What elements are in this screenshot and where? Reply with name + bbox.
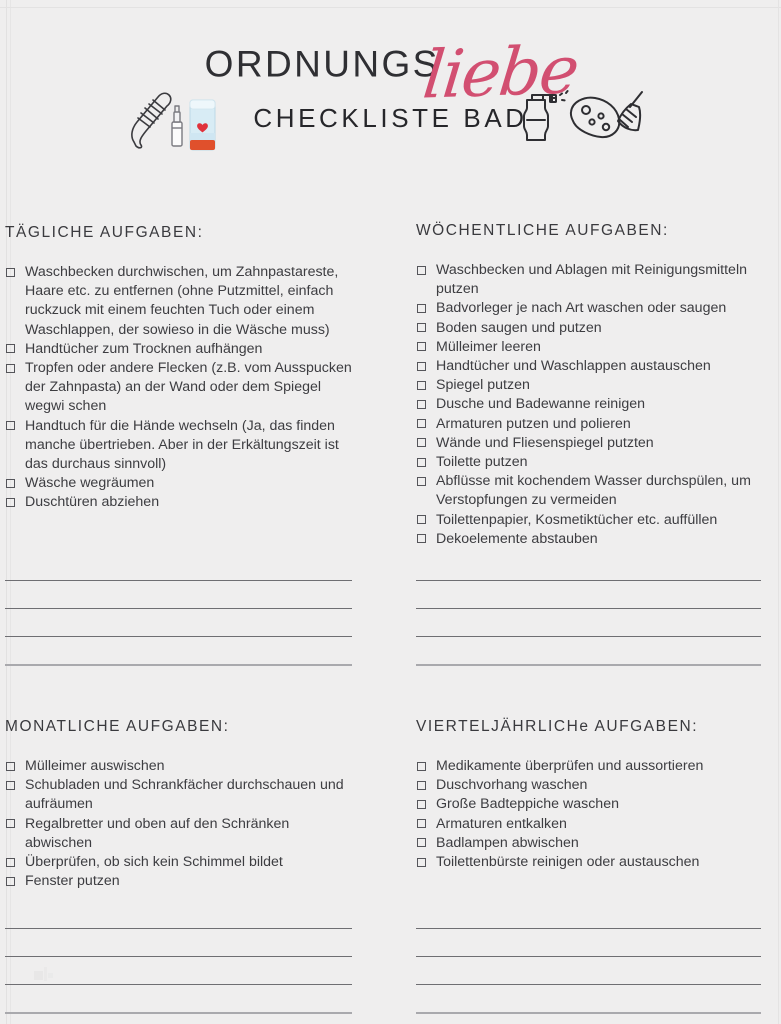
checkbox-icon[interactable] <box>417 438 426 447</box>
section-title-quarterly <box>416 718 761 736</box>
blank-lines-weekly <box>416 580 761 693</box>
task-item[interactable] <box>416 357 761 376</box>
task-label: Überprüfen, ob sich kein Schimmel bildet <box>25 854 283 871</box>
checkbox-icon[interactable] <box>417 781 426 790</box>
task-item[interactable] <box>416 338 761 357</box>
section-title-weekly: WÖCHENTLICHE AUFGABEN: <box>416 222 669 239</box>
checkbox-icon[interactable] <box>417 323 426 332</box>
task-label: Armaturen entkalken <box>436 815 567 832</box>
cleaning-icons-right-group <box>518 86 646 152</box>
task-label: Duschtüren abziehen <box>25 494 160 511</box>
task-label: Handtücher zum Trocknen aufhängen <box>25 340 263 357</box>
blank-line[interactable] <box>5 664 352 666</box>
blank-line[interactable] <box>5 956 352 957</box>
checkbox-icon[interactable] <box>417 819 426 828</box>
checkbox-icon[interactable] <box>6 479 15 488</box>
task-item[interactable] <box>5 474 357 493</box>
checkbox-icon[interactable] <box>6 819 15 828</box>
task-item[interactable] <box>416 434 761 453</box>
checkbox-icon[interactable] <box>417 477 426 486</box>
checkbox-icon[interactable] <box>417 515 426 524</box>
checkbox-icon[interactable] <box>6 498 15 507</box>
blank-line[interactable] <box>5 928 352 929</box>
task-label: Medikamente überprüfen und aussortieren <box>436 758 704 774</box>
blank-line[interactable] <box>416 636 761 637</box>
lotion-tube-icon <box>190 100 215 150</box>
task-label: Duschvorhang waschen <box>436 777 588 794</box>
task-label: Toilette putzen <box>436 454 528 471</box>
task-label: Handtuch für die Hände wechseln (Ja, das finden manche übertrieben. Aber in der Erkältungszeit ist das durchaus sinnvoll) <box>25 417 339 473</box>
blank-line[interactable] <box>5 608 352 609</box>
brand-main-text: ORDNUNGS <box>204 43 440 85</box>
blank-line[interactable] <box>5 1012 352 1014</box>
page-title-text: CHECKLISTE BAD <box>253 103 528 133</box>
task-label: Badvorleger je nach Art waschen oder saugen <box>436 300 727 317</box>
blank-line[interactable] <box>416 580 761 581</box>
checkbox-icon[interactable] <box>417 419 426 428</box>
task-label: Tropfen oder andere Flecken (z.B. vom Ausspucken der Zahnpasta) an der Wand oder dem Spiegel wegwi schen <box>25 360 352 415</box>
task-label: Badlampen abwischen <box>436 834 579 851</box>
task-label: Toilettenpapier, Kosmetiktücher etc. auffüllen <box>436 511 718 528</box>
watermark-svg <box>32 966 62 984</box>
task-item[interactable] <box>5 359 357 417</box>
task-label: Abflüsse mit kochendem Wasser durchspülen, um Verstopfungen zu vermeiden <box>436 473 751 509</box>
checkbox-icon[interactable] <box>6 762 15 771</box>
checkbox-icon[interactable] <box>417 858 426 867</box>
watermark-smudge <box>32 966 62 984</box>
comb-icon <box>132 93 171 148</box>
sponge-icon <box>571 98 619 137</box>
task-item[interactable] <box>416 395 761 414</box>
task-item[interactable] <box>416 530 761 549</box>
blank-line[interactable] <box>5 636 352 637</box>
checkbox-icon[interactable] <box>417 304 426 313</box>
task-item[interactable] <box>416 815 761 834</box>
icons-left-svg <box>128 84 224 156</box>
checkbox-icon[interactable] <box>6 344 15 353</box>
blank-line[interactable] <box>416 664 761 666</box>
task-label: Waschbecken und Ablagen mit Reinigungsmitteln putzen <box>436 262 747 298</box>
task-label: Handtücher und Waschlappen austauschen <box>436 358 711 375</box>
task-item[interactable] <box>416 319 761 338</box>
checkbox-icon[interactable] <box>417 762 426 771</box>
spray-bottle-icon <box>524 91 568 140</box>
checkbox-icon[interactable] <box>417 800 426 809</box>
brand-logo <box>0 26 781 114</box>
brand-script-text: liebe <box>419 31 581 114</box>
checkbox-icon[interactable] <box>6 781 15 790</box>
task-label: Spiegel putzen <box>436 377 530 394</box>
task-item[interactable] <box>5 493 357 512</box>
task-label: Große Badteppiche waschen <box>436 796 619 813</box>
section-monthly <box>5 718 357 891</box>
task-label: Toilettenbürste reinigen oder austauschen <box>436 854 700 871</box>
checkbox-icon[interactable] <box>417 342 426 351</box>
task-label: Dusche und Badewanne reinigen <box>436 396 646 413</box>
checkbox-icon[interactable] <box>6 421 15 430</box>
task-label: Fenster putzen <box>25 873 120 890</box>
nail-polish-icon <box>172 106 182 146</box>
blank-line[interactable] <box>416 984 761 985</box>
task-item[interactable] <box>416 415 761 434</box>
task-list-monthly <box>5 757 357 891</box>
task-item[interactable] <box>5 872 357 891</box>
task-item[interactable] <box>416 834 761 853</box>
task-label: Mülleimer leeren <box>436 338 541 355</box>
page-title <box>0 103 781 134</box>
section-quarterly <box>416 718 761 872</box>
task-item[interactable] <box>416 453 761 472</box>
task-label: Mülleimer auswischen <box>25 758 165 774</box>
checkbox-icon[interactable] <box>417 838 426 847</box>
task-item[interactable] <box>416 757 761 776</box>
checkbox-icon[interactable] <box>417 458 426 467</box>
checkbox-icon[interactable] <box>417 381 426 390</box>
task-label: Dekoelemente abstauben <box>436 530 598 547</box>
task-item[interactable] <box>5 417 357 475</box>
task-list-quarterly <box>416 757 761 872</box>
task-item[interactable] <box>5 815 357 853</box>
page-header <box>0 0 781 185</box>
blank-line[interactable] <box>416 928 761 929</box>
checkbox-icon[interactable] <box>417 400 426 409</box>
section-weekly <box>416 222 761 549</box>
checkbox-icon[interactable] <box>417 534 426 543</box>
task-item[interactable] <box>416 376 761 395</box>
task-item[interactable] <box>5 853 357 872</box>
task-label: Armaturen putzen und polieren <box>436 415 631 432</box>
task-item[interactable] <box>416 261 761 299</box>
section-title-daily: TÄGLICHE AUFGABEN: <box>5 224 204 241</box>
bathroom-icons-left-group <box>128 84 224 156</box>
task-item[interactable] <box>5 757 357 776</box>
checkbox-icon[interactable] <box>6 877 15 886</box>
task-label: Regalbretter und oben auf den Schränken abwischen <box>25 815 290 851</box>
task-item[interactable] <box>5 263 357 340</box>
broom-icon <box>618 92 642 130</box>
section-title-quarterly-text: VIERTELJÄHRLICHe AUFGABEN: <box>416 718 699 735</box>
task-label: Wäsche wegräumen <box>25 475 155 492</box>
task-item[interactable] <box>416 795 761 814</box>
task-label: Boden saugen und putzen <box>436 319 602 336</box>
task-list-daily <box>5 263 357 513</box>
blank-line[interactable] <box>416 1012 761 1014</box>
task-item[interactable] <box>416 776 761 795</box>
task-item[interactable] <box>416 853 761 872</box>
checkbox-icon[interactable] <box>6 858 15 867</box>
section-daily <box>5 224 357 513</box>
blank-lines-daily <box>5 580 352 693</box>
checkbox-icon[interactable] <box>6 268 15 277</box>
task-item[interactable] <box>416 472 761 510</box>
task-item[interactable] <box>416 511 761 530</box>
task-list-weekly <box>416 261 761 549</box>
checkbox-icon[interactable] <box>417 362 426 371</box>
checkbox-icon[interactable] <box>6 364 15 373</box>
blank-line[interactable] <box>5 984 352 985</box>
task-label: Waschbecken durchwischen, um Zahnpastareste, Haare etc. zu entfernen (ohne Putzmittel, einfach ruckzuck mit einem feuchten Tuch oder einem Waschlappen, der sowieso in die Wäsche muss) <box>25 264 339 338</box>
blank-line[interactable] <box>416 956 761 957</box>
task-item[interactable] <box>5 340 357 359</box>
task-label: Schubladen und Schrankfächer durchschauen und aufräumen <box>25 777 344 813</box>
blank-lines-quarterly <box>416 928 761 1024</box>
task-label: Wände und Fliesenspiegel putzten <box>436 434 654 451</box>
task-item[interactable] <box>416 299 761 318</box>
task-item[interactable] <box>5 776 357 814</box>
blank-line[interactable] <box>5 580 352 581</box>
section-title-monthly: MONATLICHE AUFGABEN: <box>5 718 230 735</box>
icons-right-svg <box>518 86 646 152</box>
checkbox-icon[interactable] <box>417 266 426 275</box>
blank-line[interactable] <box>416 608 761 609</box>
